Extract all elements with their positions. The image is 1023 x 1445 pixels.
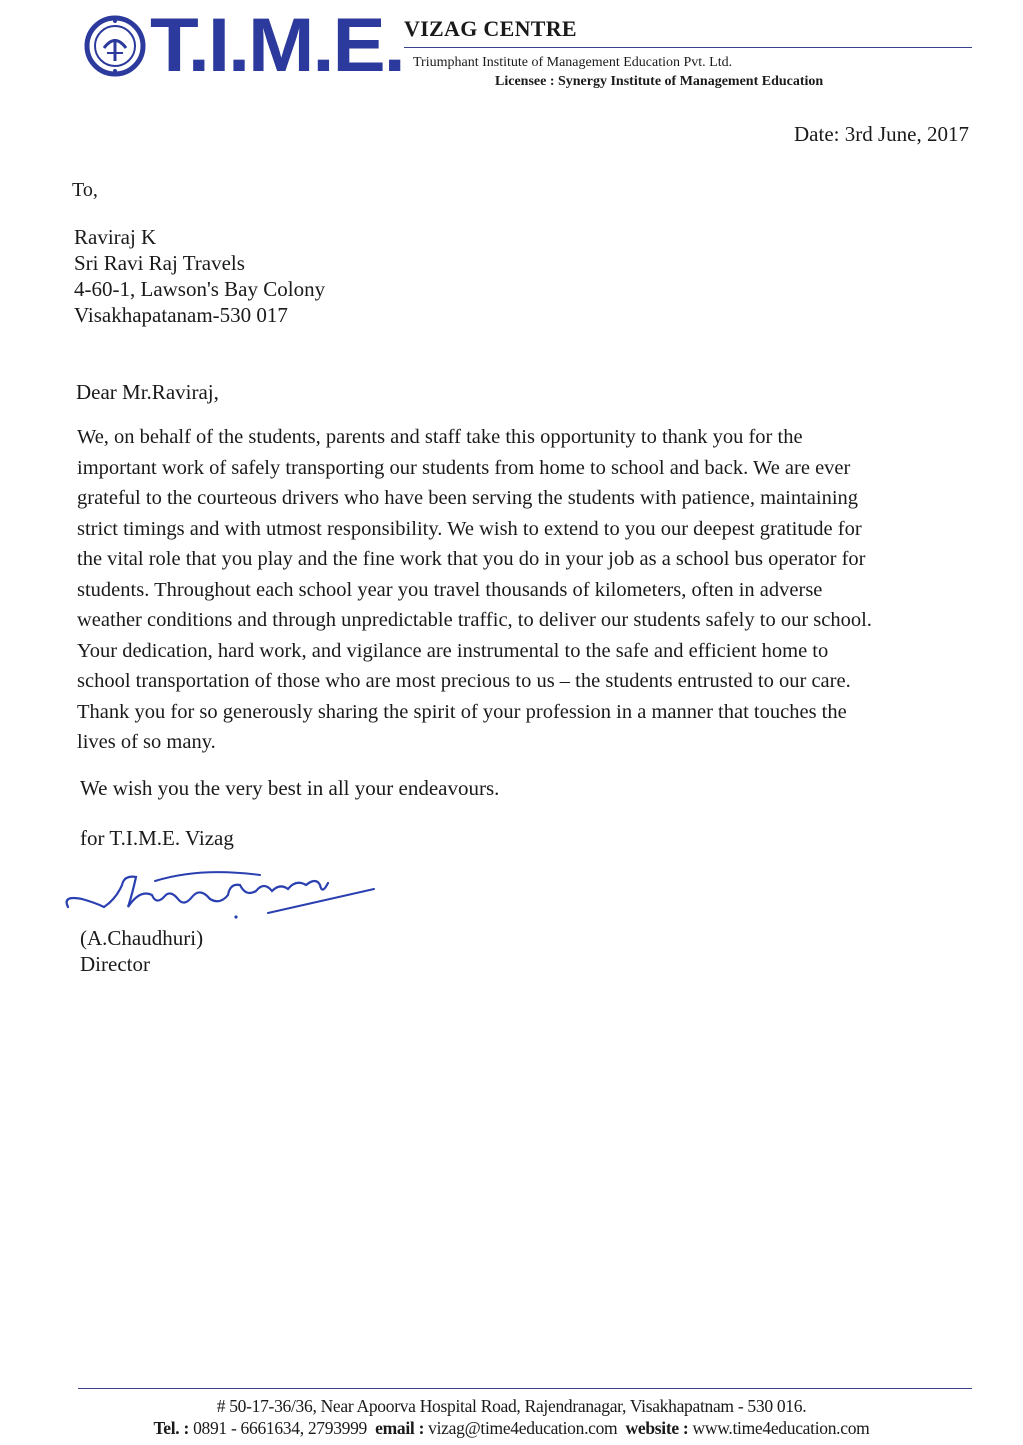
body-line: students. Throughout each school year you travel thousands of kilometers, often in adverse [77, 578, 823, 601]
body-line: Thank you for so generously sharing the spirit of your profession in a manner that touches the [77, 700, 847, 723]
recipient-street: 4-60-1, Lawson's Bay Colony [74, 277, 326, 301]
footer-divider [78, 1388, 972, 1389]
body-line: the vital role that you play and the fine work that you do in your job as a school bus operator for [77, 548, 866, 570]
tel-value: 0891 - 6661634, 2793999 [193, 1418, 368, 1438]
recipient-name: Raviraj K [74, 225, 157, 249]
email-label: email : [375, 1418, 425, 1438]
letter-body [77, 422, 1007, 758]
website-value[interactable]: www.time4education.com [692, 1418, 870, 1438]
recipient-city: Visakhapatanam-530 017 [74, 303, 288, 327]
licensee-line: Licensee : Synergy Institute of Management Education [495, 74, 824, 89]
email-value[interactable]: vizag@time4education.com [428, 1418, 618, 1438]
body-line: Your dedication, hard work, and vigilance are instrumental to the safe and efficient home to [77, 639, 829, 662]
time-logo-wordmark: T.I.M.E. [150, 3, 404, 88]
tel-label: Tel. : [153, 1418, 189, 1438]
recipient-company: Sri Ravi Raj Travels [74, 251, 245, 275]
handwritten-signature [60, 855, 390, 935]
website-label: website : [625, 1418, 689, 1438]
body-line: strict timings and with utmost responsibility. We wish to extend to you our deepest gratitude for [77, 517, 862, 540]
footer-address: # 50-17-36/36, Near Apoorva Hospital Road, Rajendranagar, Visakhapatnam - 530 016. [216, 1396, 807, 1416]
footer-contact [0, 1418, 1023, 1439]
to-line: To, [72, 179, 98, 201]
letter-date: Date: 3rd June, 2017 [794, 122, 969, 146]
institute-name: Triumphant Institute of Management Education Pvt. Ltd. [413, 55, 733, 70]
body-line: weather conditions and through unpredictable traffic, to deliver our students safely to our school. [77, 609, 872, 631]
header-divider [404, 47, 972, 48]
salutation: Dear Mr.Raviraj, [76, 380, 219, 404]
body-line: important work of safely transporting our students from home to school and back. We are ever [77, 456, 851, 479]
signer-title: Director [80, 952, 150, 976]
centre-name: VIZAG CENTRE [404, 16, 577, 41]
signer-name: (A.Chaudhuri) [80, 926, 204, 950]
sign-organization: for T.I.M.E. Vizag [80, 826, 234, 850]
closing-line: We wish you the very best in all your endeavours. [80, 776, 500, 800]
body-line: We, on behalf of the students, parents and staff take this opportunity to thank you for the [77, 426, 803, 448]
body-line: school transportation of those who are most precious to us – the students entrusted to our care. [77, 670, 851, 692]
time-logo-emblem [84, 15, 146, 77]
body-line: grateful to the courteous drivers who have been serving the students with patience, maintaining [77, 487, 859, 509]
body-line: lives of so many. [77, 731, 216, 753]
